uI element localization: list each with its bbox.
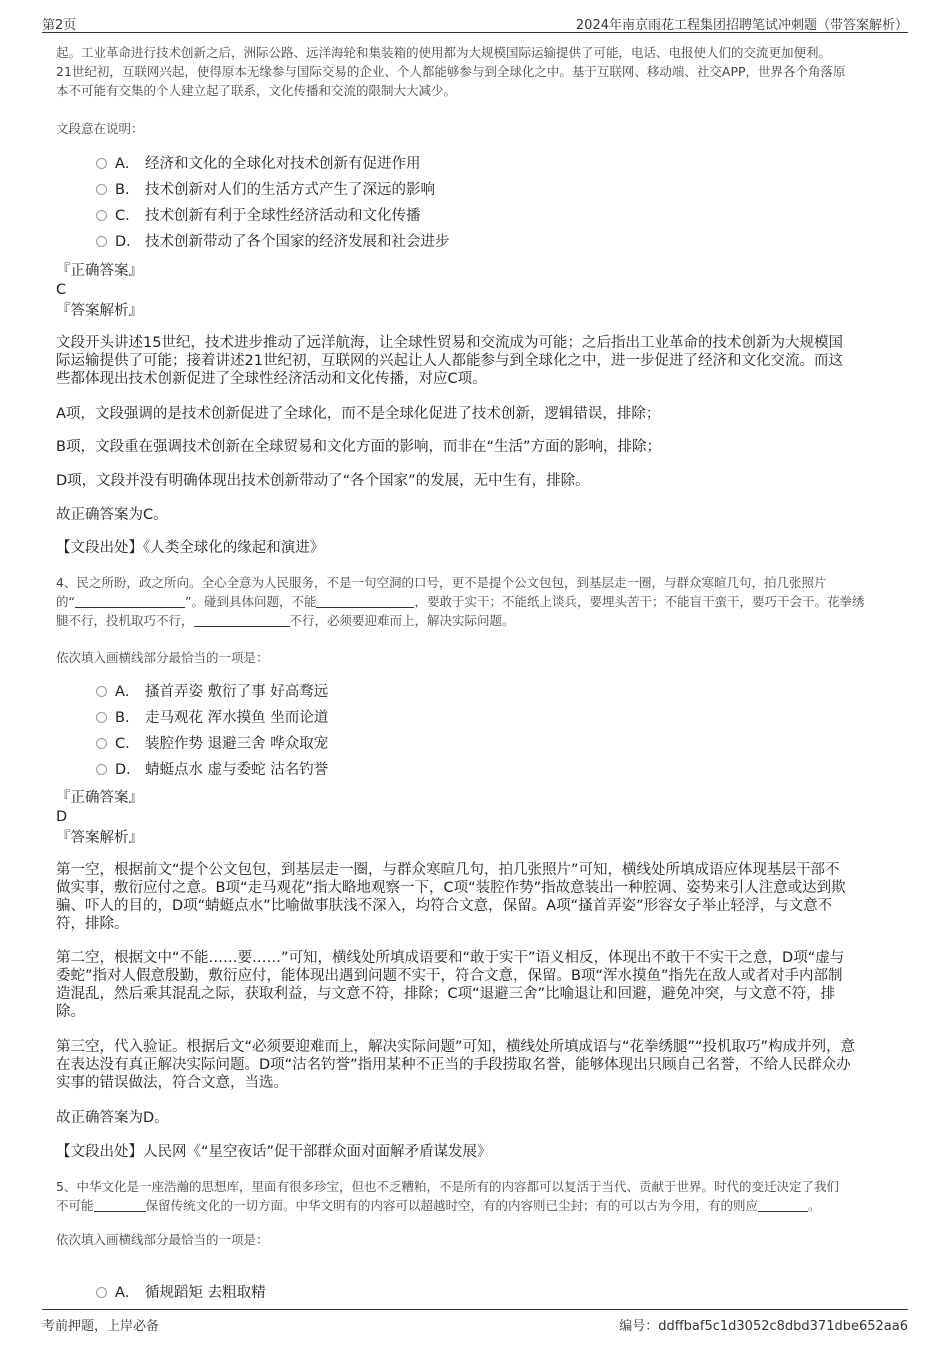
q4-conclusion: 故正确答案为D。 xyxy=(56,1110,169,1126)
page-footer xyxy=(42,1309,908,1336)
q3-passage-line: 本不可能有交集的个人建立起了联系，文化传播和交流的限制大大减少。 xyxy=(56,83,457,98)
text-run: 。 xyxy=(808,1198,821,1213)
text-line: 符，排除。 xyxy=(56,916,129,932)
q3-option-c[interactable]: C． 技术创新有利于全球性经济活动和文化传播 xyxy=(96,206,421,226)
radio-icon[interactable] xyxy=(96,712,107,723)
q4-prompt: 依次填入画横线部分最恰当的一项是： xyxy=(56,650,269,665)
text-line: 委蛇”指对人假意殷勤，敷衍应付，能体现出遇到问题不实干，符合文意，保留。B项“浑水摸鱼”指先在敌人或者对手内部制 xyxy=(56,968,843,984)
blank-line xyxy=(194,614,290,627)
document-title: 2024年南京雨花工程集团招聘笔试冲刺题（带答案解析） xyxy=(575,18,908,33)
text-line: 做实事，敷衍应付之意。B项“走马观花”指大略地观察一下，C项“装腔作势”指故意装出一种腔调、姿势来引人注意或达到欺 xyxy=(56,880,846,896)
q4-answer: D xyxy=(56,809,68,825)
text-run: 不行，必须要迎难而上，解决实际问题。 xyxy=(289,613,515,628)
text-line: 造混乱，然后乘其混乱之际，获取利益，与文意不符，排除；C项“退避三舍”比喻退让和回避，避免冲突，与文意不符，排 xyxy=(56,986,836,1002)
radio-icon[interactable] xyxy=(96,236,107,247)
text-run: ”。碰到具体问题，不能 xyxy=(184,594,317,609)
q3-answer-label: 『正确答案』 xyxy=(56,263,143,279)
text-line: 际运输提供了可能；接着讲述21世纪初，互联网的兴起让人人都能参与到全球化之中，进一步促进了经济和文化交流。而这 xyxy=(56,353,843,369)
q4-option-c[interactable]: C． 装腔作势 退避三舍 哗众取宠 xyxy=(96,734,328,754)
q3-analysis-label: 『答案解析』 xyxy=(56,303,143,319)
q4-passage xyxy=(56,573,898,630)
radio-icon[interactable] xyxy=(96,158,107,169)
q3-answer: C xyxy=(56,282,67,298)
text-line: 第一空，根据前文“提个公文包包，到基层走一圈，与群众寒暄几句，拍几张照片”可知，横线处所填成语应体现基层干部不 xyxy=(56,862,840,878)
q5-passage xyxy=(56,1177,898,1215)
text-run: 不可能 xyxy=(56,1198,94,1213)
radio-icon[interactable] xyxy=(96,764,107,775)
q4-option-b[interactable]: B． 走马观花 浑水摸鱼 坐而论道 xyxy=(96,708,328,728)
q3-analysis-para: B项，文段重在强调技术创新在全球贸易和文化方面的影响，而非在“生活”方面的影响，排除； xyxy=(56,439,661,455)
blank-line xyxy=(316,595,414,608)
radio-icon[interactable] xyxy=(96,1287,107,1298)
q4-passage-line xyxy=(56,611,898,630)
q5-passage-line xyxy=(56,1196,898,1215)
q3-option-a[interactable]: A． 经济和文化的全球化对技术创新有促进作用 xyxy=(96,154,421,174)
q3-passage-line: 起。工业革命进行技术创新之后，洲际公路、远洋海轮和集装箱的使用都为大规模国际运输提供了可能，电话、电报使人们的交流更加便利。 xyxy=(56,45,832,60)
q4-option-d[interactable]: D． 蜻蜓点水 虚与委蛇 沽名钓誉 xyxy=(96,760,328,780)
footer-slogan: 考前押题，上岸必备 xyxy=(42,1319,160,1334)
q3-analysis-para: A项，文段强调的是技术创新促进了全球化，而不是全球化促进了技术创新，逻辑错误，排除； xyxy=(56,406,661,422)
q4-passage-line xyxy=(56,592,898,611)
radio-icon[interactable] xyxy=(96,184,107,195)
q3-option-b[interactable]: B． 技术创新对人们的生活方式产生了深远的影响 xyxy=(96,180,435,200)
text-line: 第三空，代入验证。根据后文“必须要迎难而上，解决实际问题”可知，横线处所填成语与“花拳绣腿”“投机取巧”构成并列，意 xyxy=(56,1039,856,1055)
q4-answer-label: 『正确答案』 xyxy=(56,790,143,806)
q3-option-d[interactable]: D． 技术创新带动了各个国家的经济发展和社会进步 xyxy=(96,232,450,252)
text-run: 的“ xyxy=(56,594,75,609)
q4-passage-line: 4、民之所盼，政之所向。全心全意为人民服务，不是一句空洞的口号，更不是提个公文包包，到基层走一圈，与群众寒暄几句，拍几张照片 xyxy=(56,575,827,590)
text-line: 骗、吓人的目的，D项“蜻蜓点水”比喻做事肤浅不深入，均符合文意，保留。A项“搔首弄姿”形容女子举止轻浮，与文意不 xyxy=(56,898,833,914)
q4-analysis-para xyxy=(56,949,898,1021)
q3-passage xyxy=(56,43,898,100)
q3-passage-line: 21世纪初，互联网兴起，使得原本无缘参与国际交易的企业、个人都能够参与到全球化之中。基于互联网、移动端、社交APP，世界各个角落原 xyxy=(56,64,846,79)
page-header xyxy=(42,10,908,33)
q5-prompt: 依次填入画横线部分最恰当的一项是： xyxy=(56,1232,269,1247)
q4-option-a[interactable]: A． 搔首弄姿 敷衍了事 好高骛远 xyxy=(96,682,328,702)
q4-source: 【文段出处】人民网《“星空夜话”促干部群众面对面解矛盾谋发展》 xyxy=(56,1144,492,1160)
text-line: 第二空，根据文中“不能……要……”可知，横线处所填成语要和“敢于实干”语义相反，体现出不敢干不实干之意，D项“虚与 xyxy=(56,950,845,966)
radio-icon[interactable] xyxy=(96,738,107,749)
q3-prompt: 文段意在说明： xyxy=(56,121,144,136)
q4-analysis-para xyxy=(56,1038,898,1092)
q5-passage-line: 5、中华文化是一座浩瀚的思想库，里面有很多珍宝，但也不乏糟粕，不是所有的内容都可以复活于当代、贡献于世界。时代的变迁决定了我们 xyxy=(56,1179,839,1194)
radio-icon[interactable] xyxy=(96,686,107,697)
text-line: 在表达没有真正解决实际问题。D项“沽名钓誉”指用某种不正当的手段捞取名誉，能够体现出只顾自己名誉，不给人民群众办 xyxy=(56,1057,851,1073)
q3-analysis-para xyxy=(56,334,898,388)
blank-line xyxy=(758,1199,808,1212)
q4-analysis-para xyxy=(56,861,898,933)
q3-conclusion: 故正确答案为C。 xyxy=(56,507,168,523)
text-line: 些都体现出技术创新促进了全球性经济活动和文化传播，对应C项。 xyxy=(56,371,487,387)
blank-line xyxy=(75,595,185,608)
page-number: 第2页 xyxy=(42,18,77,33)
text-line: 实事的错误做法，符合文意，当选。 xyxy=(56,1075,288,1091)
q3-source: 【文段出处】《人类全球化的缘起和演进》 xyxy=(56,540,325,556)
q3-analysis-para: D项，文段并没有明确体现出技术创新带动了“各个国家”的发展，无中生有，排除。 xyxy=(56,473,590,489)
q4-analysis-label: 『答案解析』 xyxy=(56,830,143,846)
radio-icon[interactable] xyxy=(96,210,107,221)
text-run: 保留传统文化的一切方面。中华文明有的内容可以超越时空，有的内容则已尘封；有的可以古为今用，有的则应 xyxy=(145,1198,759,1213)
text-run: 腿不行，投机取巧不行， xyxy=(56,613,194,628)
text-line: 除。 xyxy=(56,1004,85,1020)
text-line: 文段开头讲述15世纪，技术进步推动了远洋航海，让全球性贸易和交流成为可能；之后指出工业革命的技术创新为大规模国 xyxy=(56,335,843,351)
q5-option-a[interactable]: A． 循规蹈矩 去粗取精 xyxy=(96,1283,266,1303)
blank-line xyxy=(94,1199,146,1212)
document-id: 编号：ddffbaf5c1d3052c8dbd371dbe652aa6 xyxy=(619,1319,908,1334)
text-run: ，要敢于实干；不能纸上谈兵，要埋头苦干；不能盲干蛮干，要巧干会干。花拳绣 xyxy=(414,594,865,609)
